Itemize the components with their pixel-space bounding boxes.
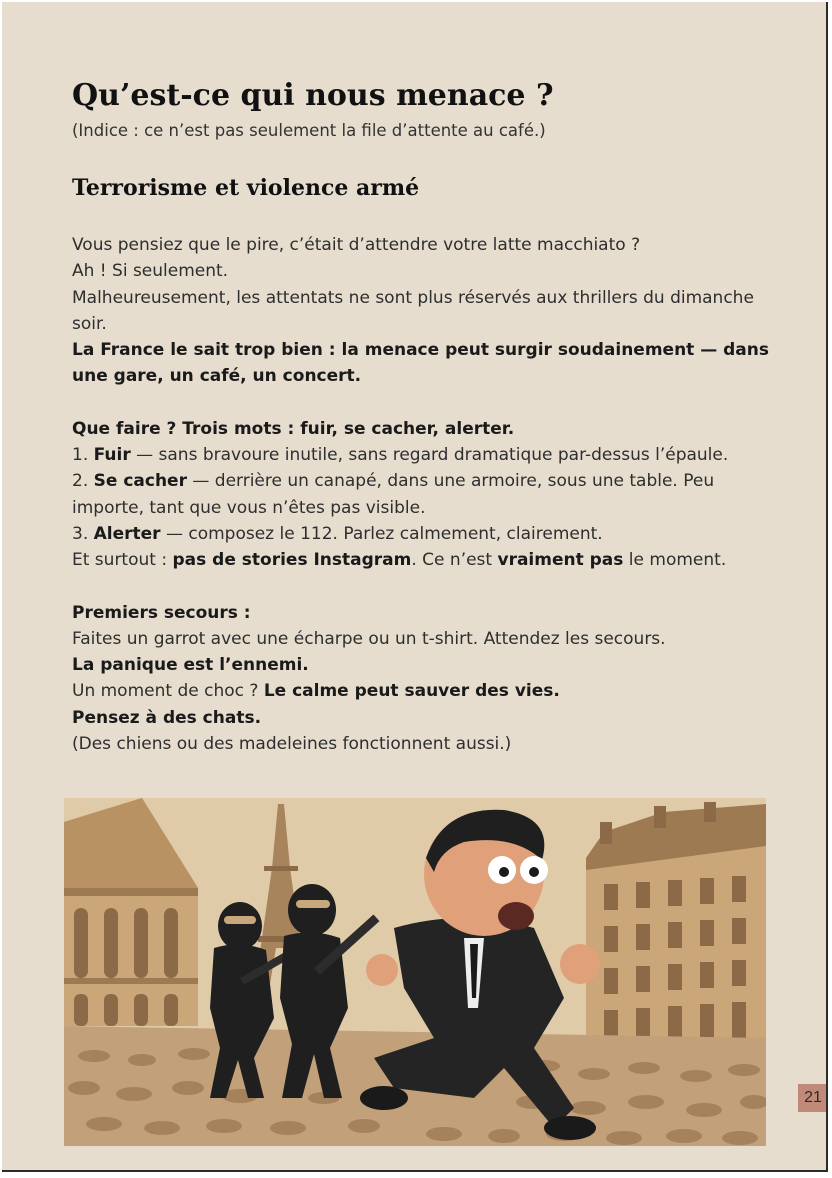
action-3-text: — composez le 112. Parlez calmement, clairement.	[160, 523, 603, 544]
first-aid-heading-text: Premiers secours :	[72, 602, 251, 623]
page	[2, 2, 828, 1172]
actions-heading	[72, 416, 772, 442]
action-1-term: Fuir	[93, 445, 131, 466]
paragraph-4	[72, 337, 772, 390]
first-aid-line-3b: Le calme peut sauver des vies.	[263, 681, 560, 702]
right-building	[586, 802, 766, 1048]
first-aid-line-3	[72, 678, 772, 704]
paragraph-1: Vous pensiez que le pire, c’était d’attendre votre latte macchiato ?	[72, 235, 641, 255]
page-subtitle: (Indice : ce n’est pas seulement la file d’attente au café.)	[72, 121, 546, 140]
page-title: Qu’est-ce qui nous menace ?	[72, 78, 554, 113]
instagram-note	[72, 547, 772, 573]
paragraph-3: Malheureusement, les attentats ne sont plus réservés aux thrillers du dimanche soir.	[72, 287, 754, 334]
cartoon-illustration	[64, 798, 766, 1146]
first-aid-line-4	[72, 705, 772, 731]
note-part-e: le moment.	[623, 550, 727, 571]
action-1-number: 1.	[72, 445, 94, 466]
action-item-3	[72, 521, 772, 547]
paragraph-4-bold: La France le sait trop bien : la menace peut surgir soudainement — dans une gare, un café, un concert.	[72, 340, 769, 387]
first-aid-line-1: Faites un garrot avec une écharpe ou un t-shirt. Attendez les secours.	[72, 628, 666, 649]
action-2-number: 2.	[72, 471, 94, 492]
first-aid-line-2	[72, 652, 772, 678]
actions-heading-text: Que faire ? Trois mots : fuir, se cacher, alerter.	[72, 418, 515, 439]
section-title: Terrorisme et violence armé	[72, 175, 420, 201]
action-2-text: — derrière un canapé, dans une armoire, sous une table. Peu importe, tant que vous n’êtes pas visible.	[72, 471, 715, 518]
note-part-c: . Ce n’est	[411, 550, 498, 571]
note-part-b: pas de stories Instagram	[172, 550, 412, 571]
action-3-number: 3.	[72, 523, 94, 544]
action-item-1	[72, 442, 772, 468]
content	[72, 72, 772, 757]
page-number: 21	[798, 1084, 828, 1112]
action-3-term: Alerter	[93, 523, 161, 544]
note-part-a: Et surtout :	[72, 550, 173, 571]
first-aid-line-2-bold: La panique est l’ennemi.	[72, 655, 309, 676]
first-aid-line-4-bold: Pensez à des chats.	[72, 707, 262, 728]
first-aid-line-5: (Des chiens ou des madeleines fonctionnent aussi.)	[72, 734, 512, 755]
first-aid-heading	[72, 600, 772, 626]
note-part-d: vraiment pas	[497, 550, 624, 571]
first-aid-line-3a: Un moment de choc ?	[72, 681, 264, 702]
paragraph-2: Ah ! Si seulement.	[72, 261, 229, 282]
body-text	[72, 232, 772, 757]
action-1-text: — sans bravoure inutile, sans regard dramatique par-dessus l’épaule.	[130, 445, 729, 466]
action-2-term: Se cacher	[93, 471, 187, 492]
action-item-2	[72, 468, 772, 521]
